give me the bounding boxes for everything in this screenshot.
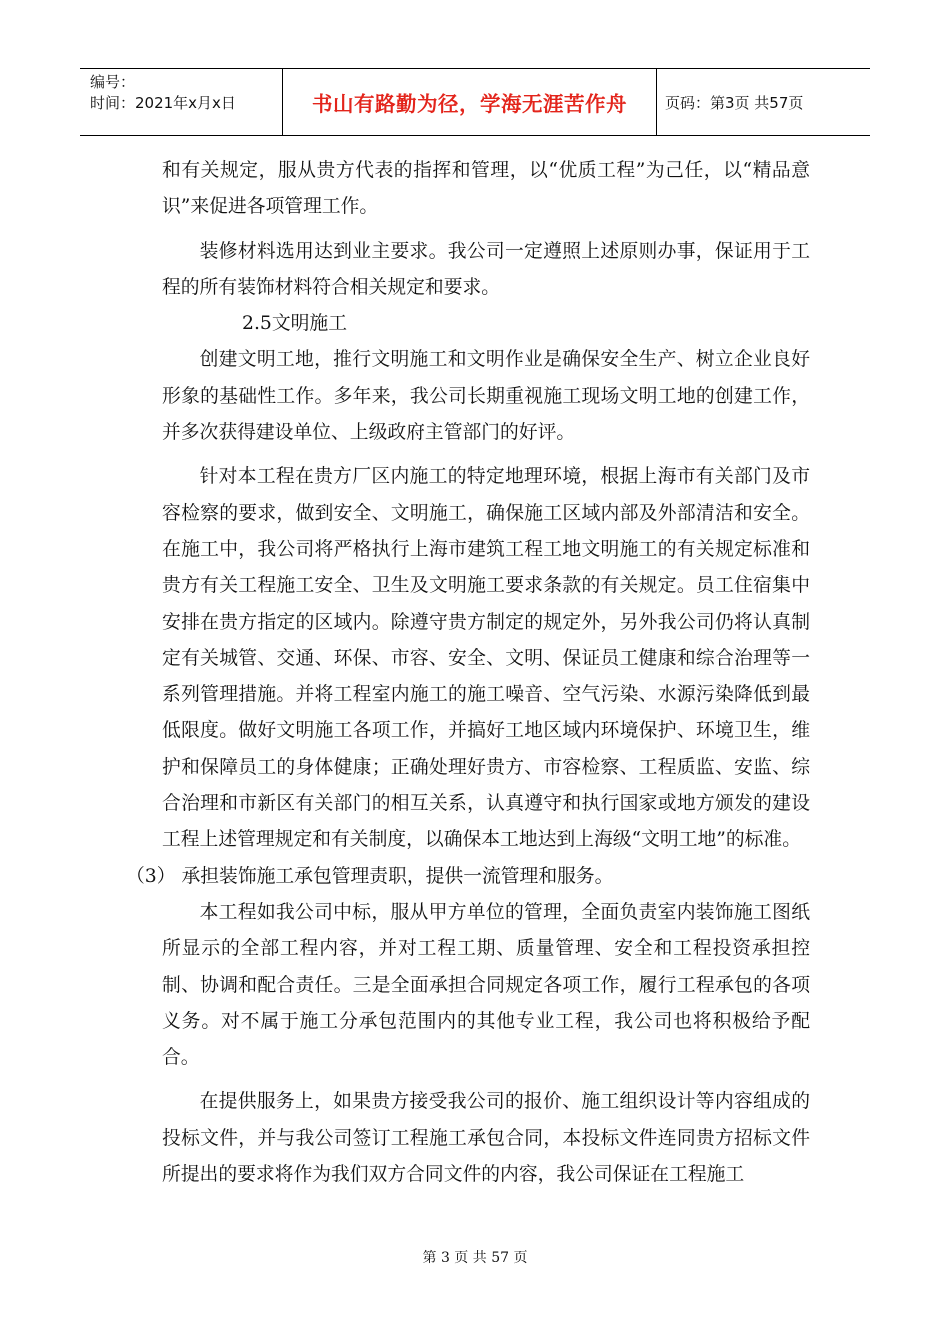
page-header	[80, 68, 870, 136]
header-meta	[80, 69, 283, 135]
paragraph-continuation: 和有关规定，服从贵方代表的指挥和管理，以“优质工程”为己任，以“精品意识”来促进各项管理工作。	[162, 160, 810, 218]
paragraph-service: 在提供服务上，如果贵方接受我公司的报价、施工组织设计等内容组成的投标文件，并与我公司签订工程施工承包合同，本投标文件连同贵方招标文件所提出的要求将作为我们双方合同文件的内容，我公司保证在工程施工	[162, 1091, 810, 1186]
header-page-info: 页码：第3页 共57页	[665, 93, 804, 112]
document-time-label: 时间：2021年x月x日	[90, 94, 236, 112]
list-item-3: （3） 承担装饰施工承包管理责职，提供一流管理和服务。	[126, 865, 614, 887]
document-code-label: 编号：	[90, 73, 136, 91]
paragraph-materials: 装修材料选用达到业主要求。我公司一定遵照上述原则办事，保证用于工程的所有装饰材料符合相关规定和要求。	[162, 240, 810, 298]
section-heading-2-5: 2.5文明施工	[242, 313, 347, 335]
paragraph-contract-management: 本工程如我公司中标，服从甲方单位的管理，全面负责室内装饰施工图纸所显示的全部工程内容，并对工程工期、质量管理、安全和工程投资承担控制、协调和配合责任。三是全面承担合同规定各项工作，履行工程承包的各项义务。对不属于施工分承包范围内的其他专业工程，我公司也将积极给予配合。	[162, 901, 810, 1069]
page-footer: 第 3 页 共 57 页	[422, 1250, 528, 1266]
paragraph-civilized-site: 创建文明工地，推行文明施工和文明作业是确保安全生产、树立企业良好形象的基础性工作。多年来，我公司长期重视施工现场文明工地的创建工作，并多次获得建设单位、上级政府主管部门的好评。	[162, 349, 810, 444]
document-body	[126, 153, 810, 1193]
header-motto: 书山有路勤为径，学海无涯苦作舟	[283, 69, 657, 135]
paragraph-site-requirements: 针对本工程在贵方厂区内施工的特定地理环境，根据上海市有关部门及市容检察的要求，做到安全、文明施工，确保施工区域内部及外部清洁和安全。在施工中，我公司将严格执行上海市建筑工程工地文明施工的有关规定标准和贵方有关工程施工安全、卫生及文明施工要求条款的有关规定。员工住宿集中安排在贵方指定的区域内。除遵守贵方制定的规定外，另外我公司仍将认真制定有关城管、交通、环保、市容、安全、文明、保证员工健康和综合治理等一系列管理措施。并将工程室内施工的施工噪音、空气污染、水源污染降低到最低限度。做好文明施工各项工作，并搞好工地区域内环境保护、环境卫生，维护和保障员工的身体健康；正确处理好贵方、市容检察、工程质监、安监、综合治理和市新区有关部门的相互关系，认真遵守和执行国家或地方颁发的建设工程上述管理规定和有关制度，以确保本工地达到上海级“文明工地”的标准。	[162, 466, 810, 851]
